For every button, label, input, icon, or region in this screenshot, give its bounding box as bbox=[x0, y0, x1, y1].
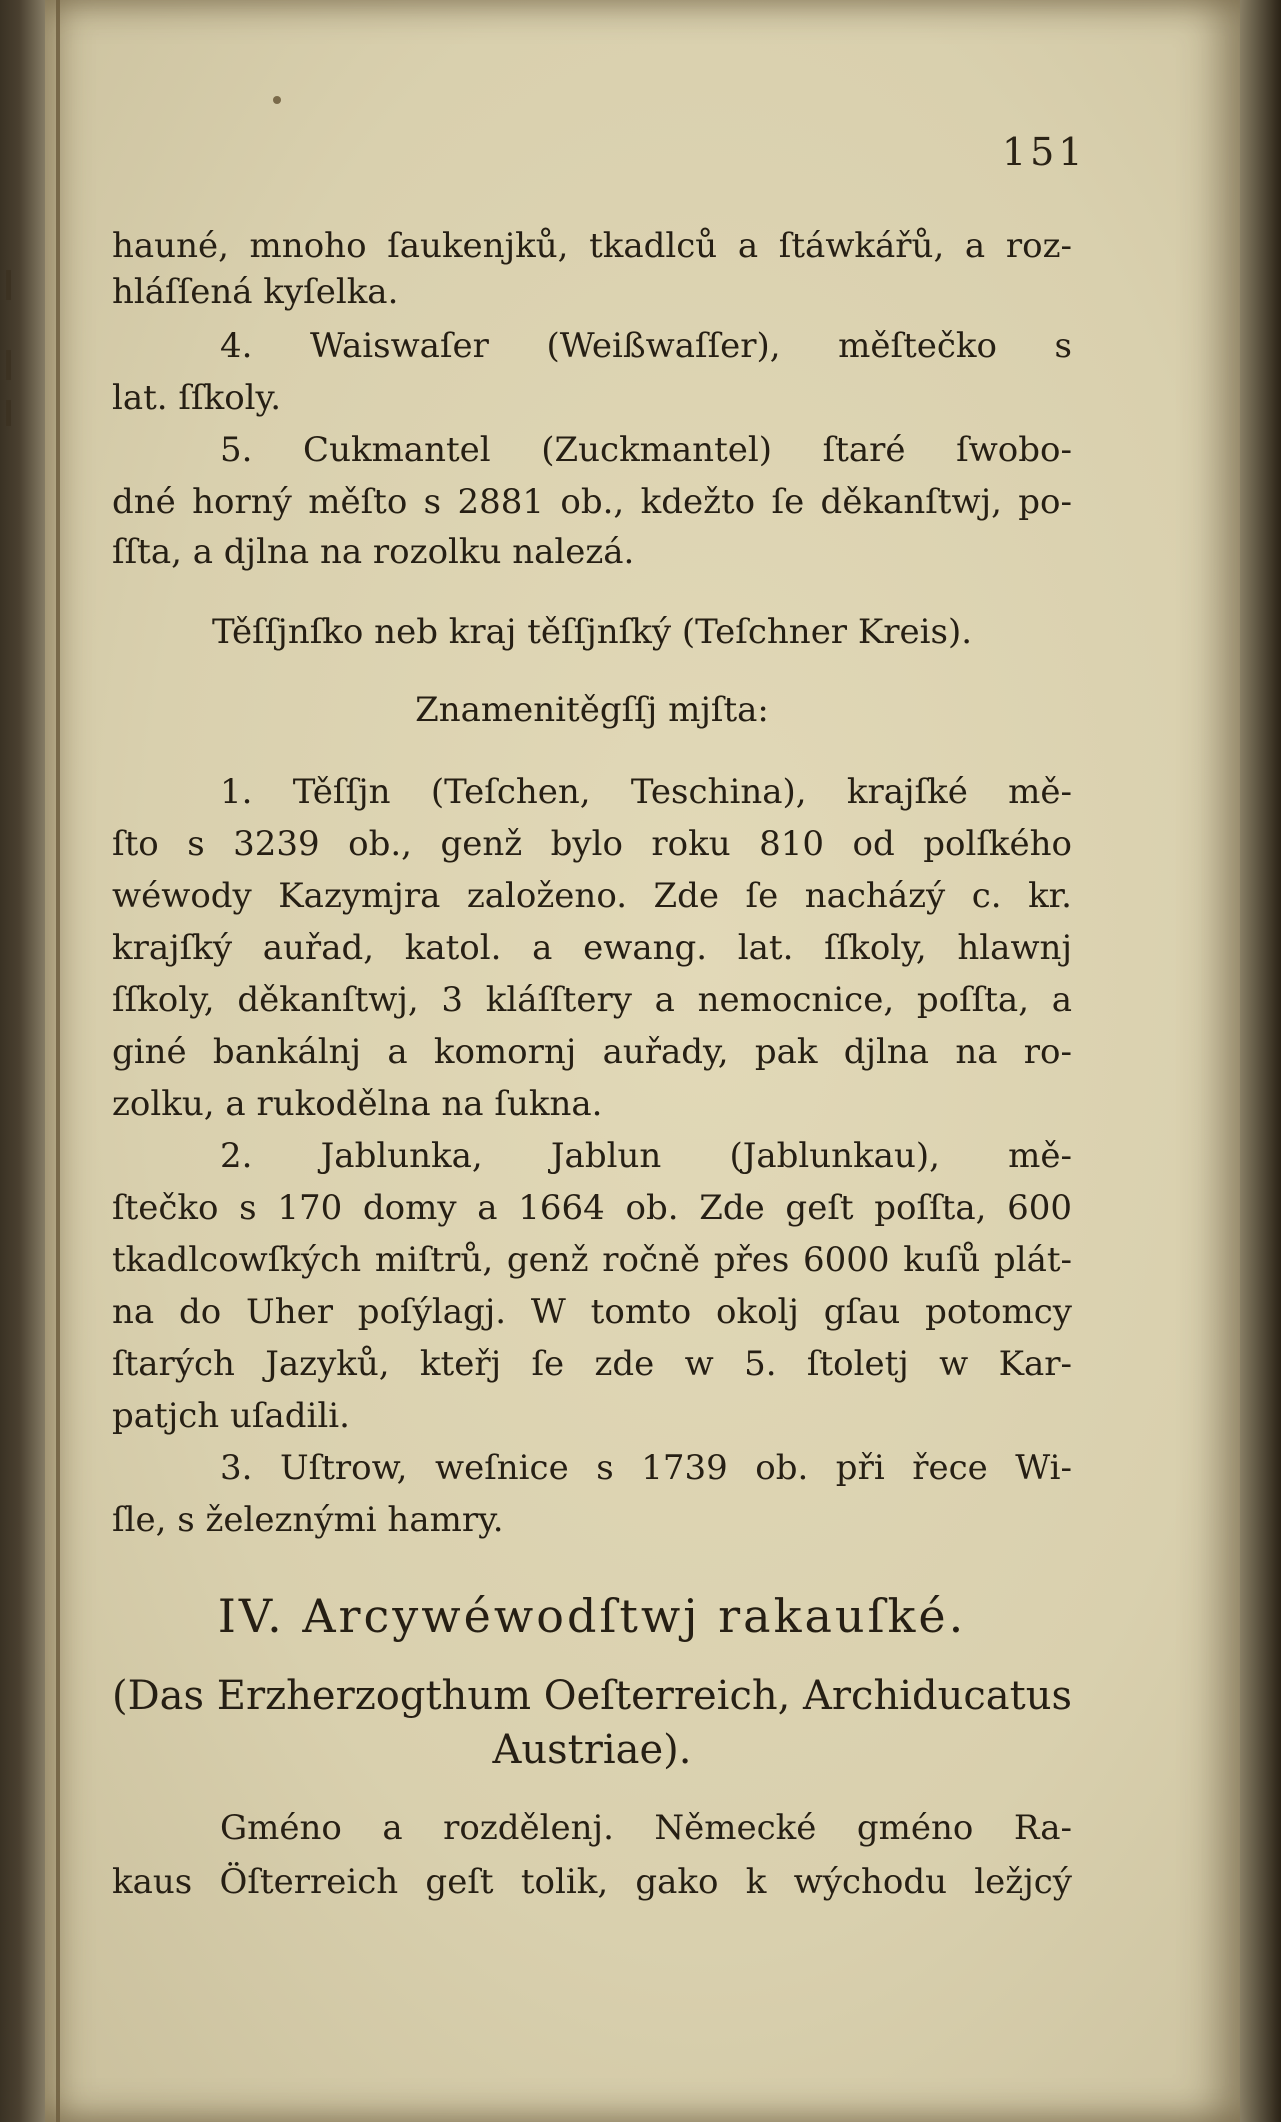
text-line: wéwody Kazymjra založeno. Zde ſe nacházý c. kr. bbox=[112, 876, 1072, 916]
region-heading: Těſſjnſko neb kraj těſſjnſký (Teſchner Kreis). bbox=[211, 612, 973, 652]
text-line: 5. Cukmantel (Zuckmantel) ſtaré ſwobo- bbox=[220, 430, 1072, 470]
text-line: lat. ſſkoly. bbox=[112, 378, 282, 418]
text-line: hláſſená kyſelka. bbox=[112, 272, 399, 312]
text-line: ſſta, a djlna na rozolku nalezá. bbox=[112, 532, 635, 572]
text-line: 4. Waiswaſer (Weißwaſſer), měſtečko s bbox=[220, 326, 1072, 366]
page-number: 151 bbox=[1002, 130, 1087, 174]
text-line: Gméno a rozdělenj. Německé gméno Ra- bbox=[220, 1808, 1072, 1848]
text-line: 3. Uſtrow, weſnice s 1739 ob. při řece Wi- bbox=[220, 1448, 1072, 1488]
section-heading: IV. Arcywéwodſtwj rakauſké. bbox=[217, 1589, 967, 1643]
text-line: zolku, a rukodělna na ſukna. bbox=[112, 1084, 603, 1124]
text-line: patjch uſadili. bbox=[112, 1396, 350, 1436]
text-line: ſle, s železnými hamry. bbox=[112, 1500, 504, 1540]
text-line: krajſký auřad, katol. a ewang. lat. ſſkoly, hlawnj bbox=[112, 928, 1072, 968]
ink-spot bbox=[273, 96, 281, 104]
text-line: dné horný měſto s 2881 ob., kdežto ſe děkanſtwj, po- bbox=[112, 482, 1072, 522]
page-gutter-line bbox=[56, 0, 60, 2122]
edge-mark bbox=[6, 270, 11, 300]
text-line: hauné, mnoho ſaukenjků, tkadlců a ſtáwkářů, a roz- bbox=[112, 226, 1072, 266]
text-line: giné bankálnj a komornj auřady, pak djlna na ro- bbox=[112, 1032, 1072, 1072]
section-subtitle: (Das Erzherzogthum Oeſterreich, Archiducatus bbox=[112, 1673, 1072, 1719]
section-subtitle: Austriae). bbox=[492, 1727, 692, 1773]
text-line: tkadlcowſkých miſtrů, genž ročně přes 6000 kuſů plát- bbox=[112, 1240, 1072, 1280]
text-line: ſſkoly, děkanſtwj, 3 kláſſtery a nemocnice, poſſta, a bbox=[112, 980, 1072, 1020]
text-line: ſtečko s 170 domy a 1664 ob. Zde geſt poſſta, 600 bbox=[112, 1188, 1072, 1228]
text-line: na do Uher poſýlagj. W tomto okolj gſau potomcy bbox=[112, 1292, 1072, 1332]
text-line: 1. Těſſjn (Teſchen, Teschina), krajſké mě- bbox=[220, 772, 1072, 812]
text-line: ſto s 3239 ob., genž bylo roku 810 od polſkého bbox=[112, 824, 1072, 864]
text-line: 2. Jablunka, Jablun (Jablunkau), mě- bbox=[220, 1136, 1072, 1176]
text-line: ſtarých Jazyků, kteřj ſe zde w 5. ſtoletj w Kar- bbox=[112, 1344, 1072, 1384]
edge-mark bbox=[6, 400, 11, 426]
edge-mark bbox=[6, 350, 11, 380]
text-line: kaus Öſterreich geſt tolik, gako k wýchodu ležjcý bbox=[112, 1862, 1072, 1902]
notable-places-heading: Znamenitěgſſj mjſta: bbox=[415, 690, 769, 730]
